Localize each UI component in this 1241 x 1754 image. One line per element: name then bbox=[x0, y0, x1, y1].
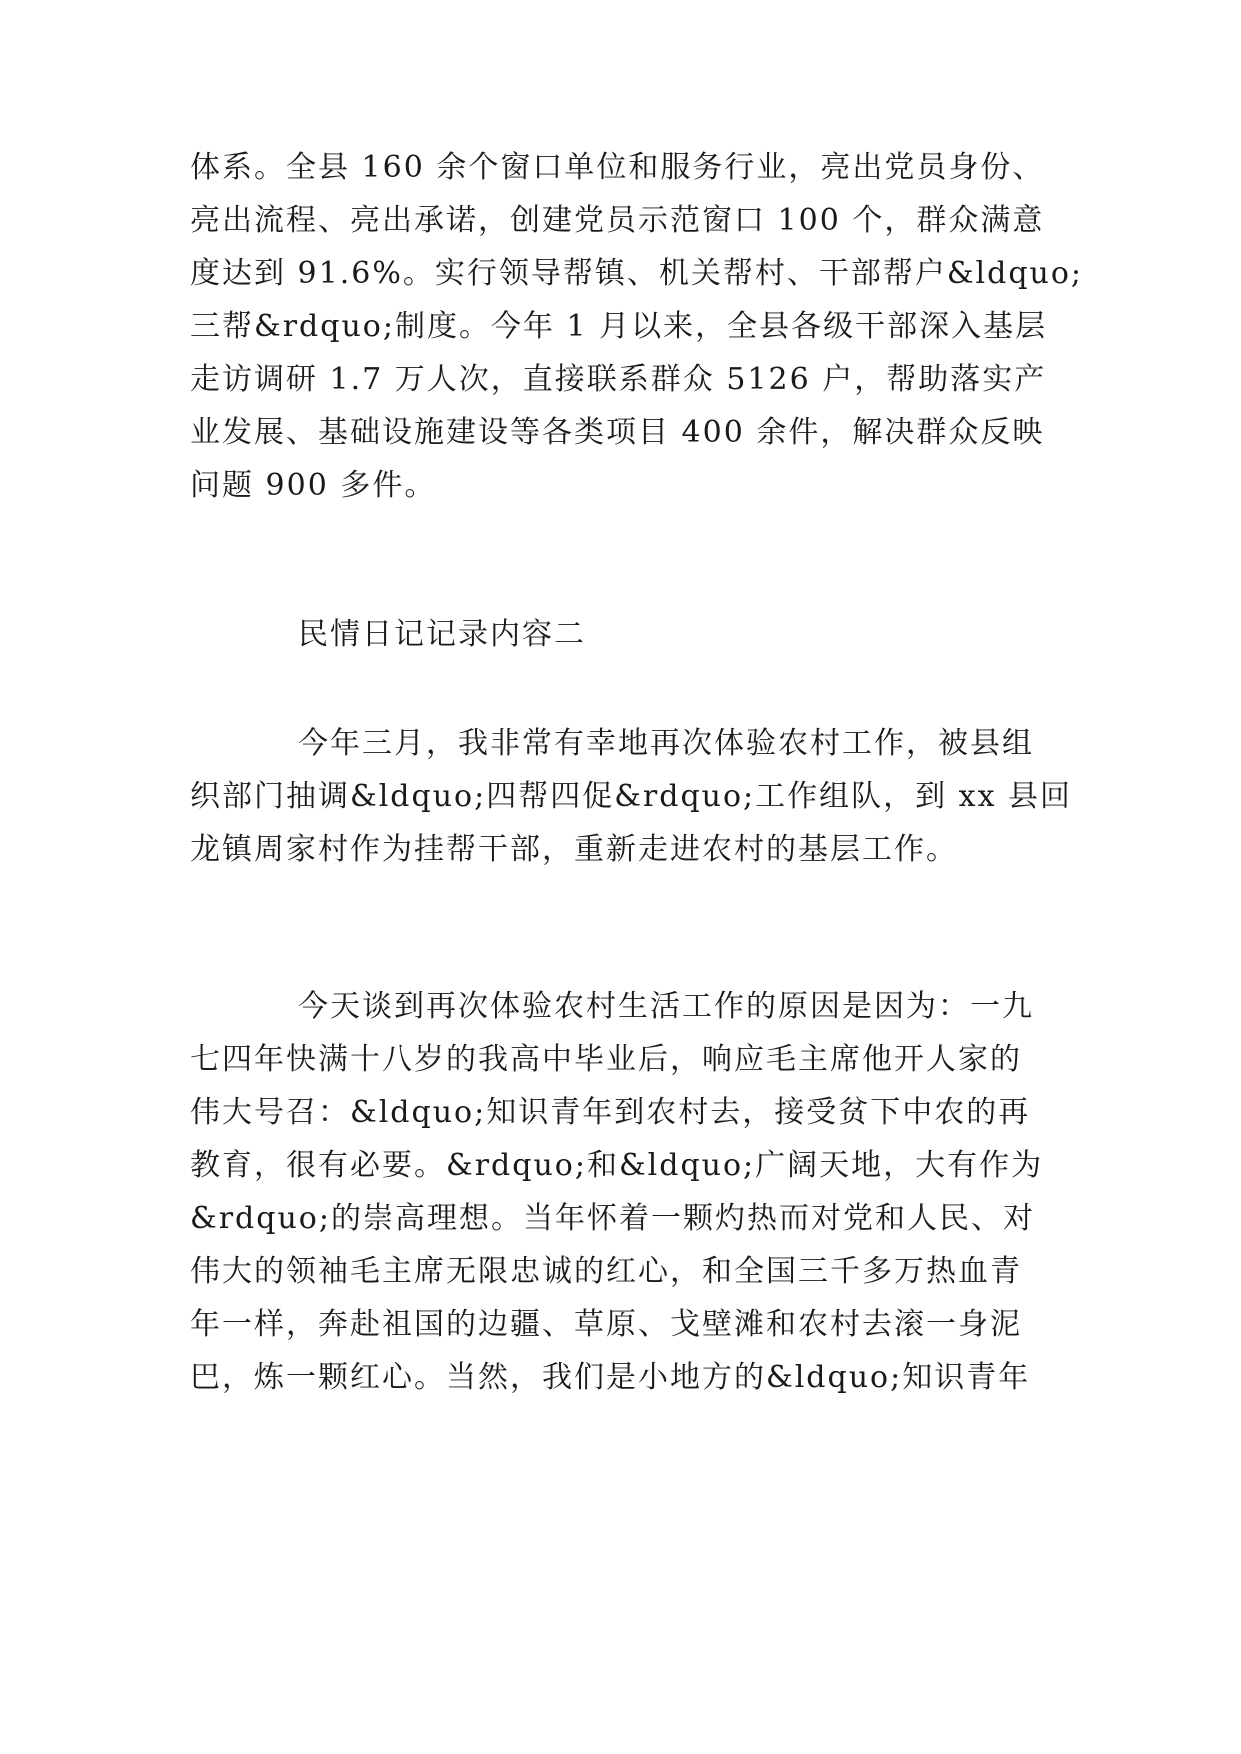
paragraph-3-line-4: 教育，很有必要。&rdquo;和&ldquo;广阔天地，大有作为 bbox=[190, 1148, 1044, 1183]
paragraph-3-line-6: 伟大的领袖毛主席无限忠诚的红心，和全国三千多万热血青 bbox=[190, 1254, 1022, 1289]
paragraph-3-line-2: 七四年快满十八岁的我高中毕业后，响应毛主席他开人家的 bbox=[190, 1042, 1022, 1077]
paragraph-3-line-3: 伟大号召：&ldquo;知识青年到农村去，接受贫下中农的再 bbox=[190, 1095, 1031, 1130]
paragraph-1-line-5: 走访调研 1.7 万人次，直接联系群众 5126 户，帮助落实产 bbox=[190, 362, 1047, 397]
paragraph-2-line-2: 织部门抽调&ldquo;四帮四促&rdquo;工作组队，到 xx 县回 bbox=[190, 779, 1073, 814]
paragraph-1-line-2: 亮出流程、亮出承诺，创建党员示范窗口 100 个，群众满意 bbox=[190, 203, 1045, 238]
paragraph-2-line-3: 龙镇周家村作为挂帮干部，重新走进农村的基层工作。 bbox=[190, 832, 958, 867]
paragraph-1-line-3: 度达到 91.6%。实行领导帮镇、机关帮村、干部帮户&ldquo; bbox=[190, 256, 1084, 291]
paragraph-3-line-8: 巴，炼一颗红心。当然，我们是小地方的&ldquo;知识青年 bbox=[190, 1360, 1031, 1395]
paragraph-2-line-1: 今年三月，我非常有幸地再次体验农村工作，被县组 bbox=[298, 726, 1034, 761]
paragraph-3-line-1: 今天谈到再次体验农村生活工作的原因是因为：一九 bbox=[298, 989, 1034, 1024]
section-heading: 民情日记记录内容二 bbox=[298, 617, 586, 652]
paragraph-1-line-4: 三帮&rdquo;制度。今年 1 月以来，全县各级干部深入基层 bbox=[190, 309, 1048, 344]
paragraph-1-line-7: 问题 900 多件。 bbox=[190, 468, 437, 503]
paragraph-1-line-6: 业发展、基础设施建设等各类项目 400 余件，解决群众反映 bbox=[190, 415, 1045, 450]
paragraph-3-line-7: 年一样，奔赴祖国的边疆、草原、戈壁滩和农村去滚一身泥 bbox=[190, 1307, 1022, 1342]
paragraph-3-line-5: &rdquo;的崇高理想。当年怀着一颗灼热而对党和人民、对 bbox=[190, 1201, 1035, 1236]
paragraph-1-line-1: 体系。全县 160 余个窗口单位和服务行业，亮出党员身份、 bbox=[190, 150, 1045, 185]
